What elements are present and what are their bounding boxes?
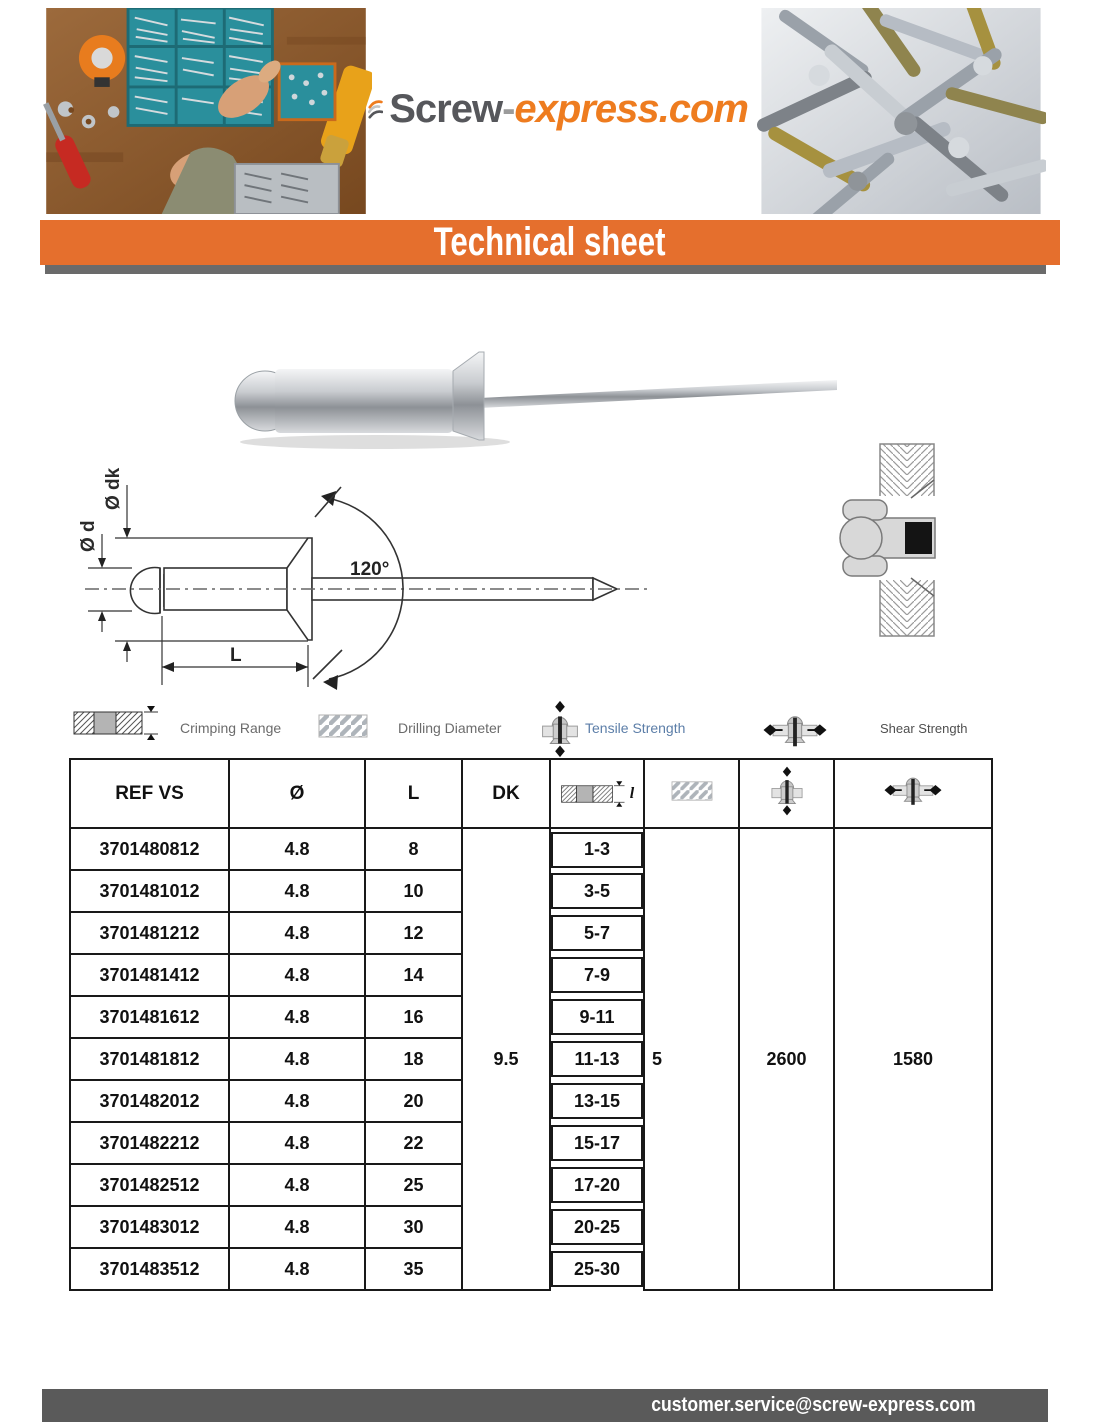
- header-length: L: [365, 759, 462, 828]
- cell-crimp: 9-11: [550, 996, 644, 1038]
- header-tensile: [739, 759, 834, 828]
- cell-crimp: 3-5: [550, 870, 644, 912]
- cell-length: 8: [365, 828, 462, 870]
- cell-ref: 3701482512: [70, 1164, 229, 1206]
- crimping-range-icon: [72, 706, 160, 740]
- cell-diameter: 4.8: [229, 1038, 365, 1080]
- cell-drilling-merged: 5: [644, 828, 739, 1290]
- cell-diameter: 4.8: [229, 954, 365, 996]
- shear-strength-icon: [762, 710, 828, 752]
- cell-dk-merged: 9.5: [462, 828, 550, 1290]
- tensile-strength-icon: [770, 765, 804, 817]
- cell-diameter: 4.8: [229, 996, 365, 1038]
- header-crimping: [550, 759, 644, 828]
- crimping-range-icon: [560, 781, 626, 807]
- installed-rivet-cross-section: [823, 440, 950, 640]
- rivet-photo-mandrel: [480, 380, 837, 408]
- label-diameter-d: Ø d: [78, 520, 99, 552]
- mandrel-remnant: [905, 522, 932, 554]
- crimp-dim-label: l: [629, 784, 635, 802]
- label-diameter-dk: Ø dk: [103, 467, 124, 510]
- cell-length: 25: [365, 1164, 462, 1206]
- cell-crimp: 20-25: [550, 1206, 644, 1248]
- label-angle: 120°: [350, 559, 390, 580]
- cell-crimp: 13-15: [550, 1080, 644, 1122]
- rivet-photo-flange: [453, 352, 484, 440]
- cell-length: 22: [365, 1122, 462, 1164]
- rivet-photo-body: [275, 369, 453, 433]
- cell-diameter: 4.8: [229, 1164, 365, 1206]
- cell-ref: 3701483012: [70, 1206, 229, 1248]
- brand-name-hyphen: -: [502, 86, 515, 131]
- cell-length: 14: [365, 954, 462, 996]
- cell-diameter: 4.8: [229, 1206, 365, 1248]
- cell-ref: 3701480812: [70, 828, 229, 870]
- footer-bar: [42, 1389, 1048, 1422]
- cell-ref: 3701481012: [70, 870, 229, 912]
- cell-ref: 3701481612: [70, 996, 229, 1038]
- drilling-diameter-icon: [318, 714, 368, 738]
- cell-crimp: 25-30: [550, 1248, 644, 1290]
- cell-diameter: 4.8: [229, 912, 365, 954]
- drilling-diameter-icon: [671, 781, 713, 801]
- cell-crimp: 7-9: [550, 954, 644, 996]
- header-dk: DK: [462, 759, 550, 828]
- spec-table-row: [70, 828, 992, 870]
- cell-crimp: 1-3: [550, 828, 644, 870]
- banner-underline: [45, 265, 1046, 274]
- cell-length: 10: [365, 870, 462, 912]
- legend-crimping-label: Crimping Range: [180, 720, 282, 736]
- cell-ref: 3701482212: [70, 1122, 229, 1164]
- cell-length: 35: [365, 1248, 462, 1290]
- screw-pile-photo: [756, 8, 1046, 214]
- page-title: Technical sheet: [434, 220, 666, 264]
- spec-table: [69, 758, 993, 1291]
- cell-diameter: 4.8: [229, 1248, 365, 1290]
- cell-crimp: 11-13: [550, 1038, 644, 1080]
- cell-ref: 3701481412: [70, 954, 229, 996]
- cell-diameter: 4.8: [229, 1080, 365, 1122]
- cell-ref: 3701483512: [70, 1248, 229, 1290]
- cell-diameter: 4.8: [229, 828, 365, 870]
- brand-name: [389, 87, 748, 132]
- legend-shear-label: Shear Strength: [880, 721, 968, 736]
- brand-name-secondary: express.com: [514, 86, 748, 131]
- cell-diameter: 4.8: [229, 1122, 365, 1164]
- workbench-photo: [40, 8, 372, 214]
- legend-drilling-label: Drilling Diameter: [398, 720, 502, 736]
- cell-diameter: 4.8: [229, 870, 365, 912]
- shear-strength-icon: [884, 772, 942, 810]
- footer-email: customer.service@screw-express.com: [651, 1394, 976, 1416]
- header-diameter: Ø: [229, 759, 365, 828]
- header-drilling: [644, 759, 739, 828]
- banner-technical-sheet: [40, 220, 1060, 265]
- cell-ref: 3701482012: [70, 1080, 229, 1122]
- cell-length: 18: [365, 1038, 462, 1080]
- spec-table-header-row: [70, 759, 992, 828]
- cell-crimp: 17-20: [550, 1164, 644, 1206]
- rivet-dimension-drawing: [60, 430, 660, 700]
- cell-crimp: 15-17: [550, 1122, 644, 1164]
- drawing-ball-head: [130, 568, 160, 614]
- header-shear: [834, 759, 992, 828]
- cell-length: 12: [365, 912, 462, 954]
- cell-ref: 3701481812: [70, 1038, 229, 1080]
- logo-arcs-icon: [368, 75, 383, 143]
- cell-length: 30: [365, 1206, 462, 1248]
- small-parts-box: [279, 64, 335, 120]
- cell-length: 20: [365, 1080, 462, 1122]
- brand-name-primary: Screw: [389, 86, 503, 131]
- legend-tensile-label: Tensile Strength: [585, 720, 686, 736]
- cell-shear-merged: 1580: [834, 828, 992, 1290]
- label-length: L: [230, 645, 242, 666]
- cell-crimp: 5-7: [550, 912, 644, 954]
- header-ref: REF VS: [70, 759, 229, 828]
- tensile-strength-icon: [540, 699, 580, 759]
- cell-length: 16: [365, 996, 462, 1038]
- cell-tensile-merged: 2600: [739, 828, 834, 1290]
- cell-ref: 3701481212: [70, 912, 229, 954]
- brand-logo: [368, 76, 748, 142]
- metal-tray: [235, 164, 339, 214]
